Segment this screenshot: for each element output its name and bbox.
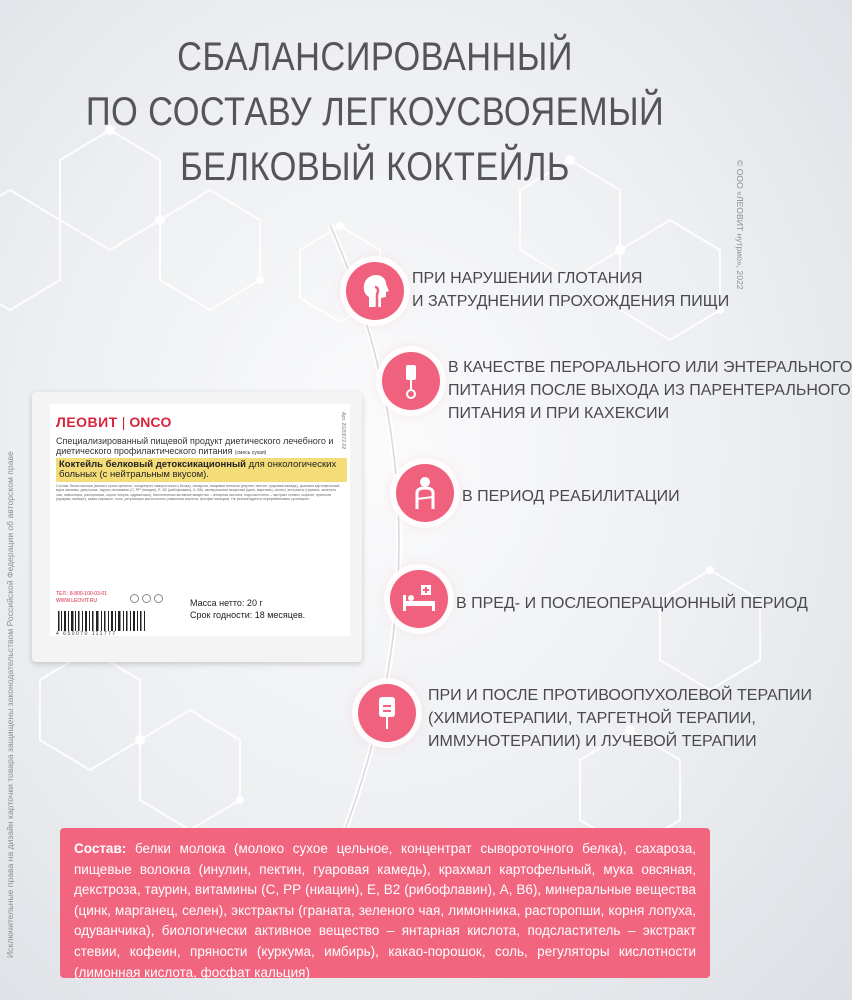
- product-package: [32, 392, 362, 662]
- tube-feeding-icon: [382, 352, 440, 410]
- barcode-icon: [56, 611, 148, 631]
- package-small-print: Состав: белки молока (молоко сухое цельное, концентрат сывороточного белка), сахароза, пищевые волокна (инулин, пектин, гуаровая камедь), крахмал картофельный, мука овсяная, декстроза, таурин, витамины (C, PP (ниацин), E, B2 (рибофлавин), A, B6), минеральные вещества (цинк, марганец, селен), экстракты (граната, зеленого чая, лимонника, расторопши, корня лопуха, одуванчика), биологически активное вещество – янтарная кислота, подсластитель – экстракт стевии, кофеин, пряности (куркума, имбирь), какао-порошок, соль, регуляторы кислотности (лимонная кислота, фосфат кальция). Не рекомендуется перерабатывать кулинарно.: [56, 484, 341, 502]
- package-symbols: [130, 594, 163, 603]
- composition-box: [60, 828, 710, 978]
- pp-icon: [154, 594, 163, 603]
- page-title: [0, 30, 750, 195]
- feature-text-5: ПРИ И ПОСЛЕ ПРОТИВООПУХОЛЕВОЙ ТЕРАПИИ (ХИМИОТЕРАПИИ, ТАРГЕТНОЙ ТЕРАПИИ, ИММУНОТЕРАПИИ) И ЛУЧЕВОЙ ТЕРАПИИ: [428, 687, 813, 750]
- copyright-notice-left: Исключительные права на дизайн карточки товара защищены законодательством Российской Федерации об авторском праве: [5, 451, 15, 958]
- brand-logo: ЛЕОВИТ: [56, 414, 118, 430]
- title-line-2: ПО СОСТАВУ ЛЕГКОУСВОЯЕМЫЙ: [85, 90, 665, 134]
- package-brand-row: ЛЕОВИТ | ONCO: [56, 414, 172, 430]
- package-product-name: Коктейль белковый детоксикационный для онкологических больных (с нейтральным вкусом).: [56, 458, 347, 482]
- rehabilitation-person-icon: [396, 464, 454, 522]
- title-line-1: СБАЛАНСИРОВАННЫЙ: [177, 35, 573, 79]
- recycle-icon: [142, 594, 151, 603]
- composition-text: белки молока (молоко сухое цельное, концентрат сывороточного белка), сахароза, пищевые волокна (инулин, пектин, гуаровая камедь), крахмал картофельный, мука овсяная, декстроза, таурин, витамины (С, РР (ниацин), Е, В2 (рибофлавин), А, В6), минеральные вещества (цинк, марганец, селен), экстракты (граната, зеленого чая, лимонника, расторопши, корня лопуха, одуванчика), биологически активное вещество – янтарная кислота, подсластитель – экстракт стевии, кофеин, пряности (куркума, имбирь), какао-порошок, соль, регуляторы кислотности (лимонная кислота, фосфат кальция): [74, 841, 696, 980]
- package-contacts: ТЕЛ.: 8-800-100-03-01 WWW.LEOVIT.RU: [56, 591, 108, 604]
- title-line-3: БЕЛКОВЫЙ КОКТЕЙЛЬ: [180, 145, 570, 189]
- barcode-number: 4 650070 111777: [56, 631, 117, 637]
- article-number: Арт. 2020072-02: [340, 412, 346, 450]
- feature-text-3: В ПЕРИОД РЕАБИЛИТАЦИИ: [462, 488, 680, 505]
- copyright-notice-right: © ООО «ЛЕОВИТ нутрио», 2022: [735, 160, 745, 290]
- feature-text-4: В ПРЕД- И ПОСЛЕОПЕРАЦИОННЫЙ ПЕРИОД: [456, 595, 808, 612]
- iv-drip-icon: [358, 684, 416, 742]
- composition-label: Состав:: [74, 841, 127, 856]
- feature-text-2: В КАЧЕСТВЕ ПЕРОРАЛЬНОГО ИЛИ ЭНТЕРАЛЬНОГО ПИТАНИЯ ПОСЛЕ ВЫХОДА ИЗ ПАРЕНТЕРАЛЬНОГО ПИТАНИЯ И ПРИ КАХЕКСИИ: [448, 359, 852, 422]
- hospital-bed-icon: [390, 570, 448, 628]
- throat-profile-icon: [346, 262, 404, 320]
- feature-text-1: ПРИ НАРУШЕНИИ ГЛОТАНИЯ И ЗАТРУДНЕНИИ ПРОХОЖДЕНИЯ ПИЩИ: [412, 270, 730, 310]
- package-label: [50, 404, 350, 636]
- eac-icon: [130, 594, 139, 603]
- package-heading: Специализированный пищевой продукт диетического лечебного и диетического профилактического питания (смесь сухая): [56, 436, 334, 456]
- package-mass: Масса нетто: 20 г Срок годности: 18 месяцев.: [190, 598, 306, 620]
- product-line: ONCO: [129, 414, 172, 430]
